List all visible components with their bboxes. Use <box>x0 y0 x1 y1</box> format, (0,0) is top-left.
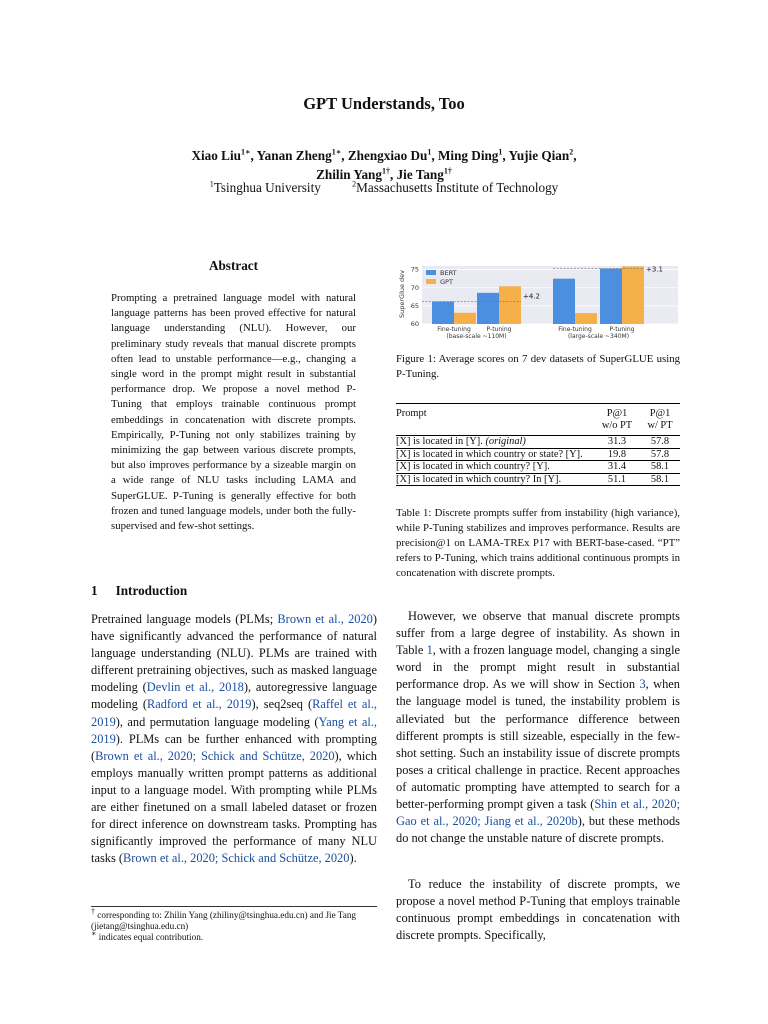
affiliation-2: $^2$Massachusetts Institute of Technology <box>352 179 559 195</box>
abstract-body: Prompting a pretrained language model with natural language patterns has been proved effective for natural language understanding (NLU). However, our preliminary study reveals that manual discrete prompts often lead to unstable performance—e.g., changing a single word in the prompt might result in substantial performance drop. We propose a novel method P-Tuning that employs trainable continuous prompt embeddings in concatenation with discrete prompts. Empirically, P-Tuning not only stabilizes training by minimizing the gap between various discrete prompts, but also improves performance by a sizeable margin on a wide range of NLU tasks including LAMA and SuperGLUE. P-Tuning is generally effective for both frozen and tuned language models, under both the fully-supervised and few-shot settings. <box>111 292 356 533</box>
text-run: However, we observe that manual discrete prompts suffer from a large degree of instability. As shown in Table <box>396 609 680 658</box>
citation-link[interactable]: Shin et al., 2020; Gao et al., 2020; Jiang et al., 2020b <box>396 797 681 829</box>
table-cell-w-pt: 57.8 <box>650 448 670 460</box>
text-run: ), seq2seq ( <box>251 697 313 712</box>
text-run: ). <box>349 851 357 866</box>
citation-link[interactable]: Brown et al., 2020; Schick and Schütze, 2020 <box>123 851 350 866</box>
text-run: , when the language model is tuned, the instability problem is alleviated but the performance difference between different prompts is still sizeable, especially in the few-shot setting. Such an instability issue of discrete prompts poses a critical challenge in practice. Recent approaches of automatic prompting have attempted to search for a better-performing prompt given a task ( <box>396 677 680 812</box>
table-cell-prompt: [X] is located in which country or state? [Y]. <box>396 448 583 460</box>
chart-bar-gpt <box>499 286 521 324</box>
author-affiliation-mark: 2 <box>569 147 574 157</box>
author-name: , <box>573 148 577 163</box>
chart-bar-bert <box>553 279 575 324</box>
chart-x-tick-label: P-tuning <box>609 326 635 333</box>
author-name: , Yanan Zheng <box>250 148 332 163</box>
table-1 <box>396 403 680 486</box>
footnote-corresponding: † corresponding to: Zhilin Yang (zhiliny@tsinghua.edu.cn) and Jie Tang (jietang@tsinghua.edu.cn) <box>91 906 357 931</box>
table-header-w-pt: P@1 w/ PT <box>647 408 673 431</box>
paper-title: GPT Understands, Too <box>303 94 465 113</box>
chart-x-tick-label: P-tuning <box>486 326 512 333</box>
author-name: Xiao Liu <box>191 148 241 163</box>
text-run: ), autoregressive language modeling ( <box>91 680 378 712</box>
text-run: Pretrained language models (PLMs; <box>91 612 278 626</box>
section-number: 1 <box>91 583 98 598</box>
chart-annotation: +3.1 <box>646 265 663 274</box>
table-row <box>396 436 680 449</box>
chart-bar-bert <box>477 293 499 324</box>
affiliations <box>0 180 768 196</box>
chart-legend-swatch <box>426 279 436 284</box>
citation-link[interactable]: 1 <box>426 643 433 658</box>
chart-bar-gpt <box>575 313 597 324</box>
text-run: , with a frozen language model, changing a single word in the prompt might result in substantial performance drop. As we will show in Section <box>396 643 681 692</box>
text-run: ), and permutation language modeling ( <box>115 714 319 729</box>
author-name: , Jie Tang <box>389 167 444 182</box>
author-affiliation-mark: 1 <box>427 147 432 157</box>
table-header-row <box>396 404 680 436</box>
chart-legend-label: GPT <box>440 278 453 286</box>
intro-paragraph-left <box>91 611 377 867</box>
author-affiliation-mark: 1† <box>443 166 452 176</box>
table-row <box>396 461 680 474</box>
citation-link[interactable]: Brown et al., 2020 <box>277 612 373 626</box>
citation-link[interactable]: 3 <box>639 677 646 692</box>
chart-bar-bert <box>600 269 622 324</box>
table-cell-w-pt: 58.1 <box>650 461 670 472</box>
chart-legend-label: BERT <box>440 269 457 277</box>
section-title: Introduction <box>115 583 188 598</box>
chart-y-tick-label: 60 <box>410 320 419 328</box>
chart-group-label: (base-scale ~110M) <box>446 333 507 340</box>
intro-paragraph-right-1 <box>396 608 680 847</box>
text-run: ), which employs manually written prompt patterns as additional input to a language model. With prompting while PLMs are either finetuned on a small labeled dataset or frozen for direct inference on downstream tasks. Prompting has significantly improved the performance of many NLU tasks ( <box>91 748 378 866</box>
table-header-wo-pt: P@1 w/o PT <box>601 408 633 431</box>
figure-1-caption: Figure 1: Average scores on 7 dev datasets of SuperGLUE using P-Tuning. <box>396 353 680 380</box>
table-cell-prompt: [X] is located in which country? In [Y]. <box>396 473 562 485</box>
table-1-caption: Table 1: Discrete prompts suffer from instability (high variance), while P-Tuning stabilizes and improves performance. Results are precision@1 on LAMA-TREx P17 with BERT-base-cased. “PT” refers to P-Tuning, which trains additional continuous prompts in concatenation with discrete prompts. <box>396 507 680 579</box>
text-run: ), but these methods do not change the unstable nature of discrete prompts. <box>396 814 681 846</box>
chart-y-tick-label: 75 <box>410 265 419 274</box>
citation-link[interactable]: Devlin et al., 2018 <box>146 680 244 695</box>
author-name: , Zhengxiao Du <box>341 148 428 163</box>
footnotes <box>91 906 377 943</box>
authors-line-1 <box>0 146 768 165</box>
author-name: , Yujie Qian <box>502 148 570 163</box>
author-affiliation-mark: 1 <box>498 147 503 157</box>
table-row <box>396 473 680 486</box>
text-run: ). PLMs can be further enhanced with prompting ( <box>91 731 377 763</box>
footnote-equal-contribution: ∗ indicates equal contribution. <box>91 928 204 942</box>
text-run: ) have significantly advanced the performance of natural language understanding (NLU). PLMs are trained with different pretraining objectives, such as masked language modeling ( <box>91 612 377 695</box>
chart-bar-gpt <box>622 266 644 324</box>
chart-y-axis-label: SuperGlue dev <box>398 269 406 319</box>
chart-x-tick-label: Fine-tuning <box>558 326 592 333</box>
author-affiliation-mark: 1∗ <box>240 147 251 157</box>
chart-annotation: +4.2 <box>523 292 540 301</box>
table-cell-w-pt: 58.1 <box>650 473 670 485</box>
author-name: Zhilin Yang <box>316 167 382 182</box>
table-cell-wo-pt: 51.1 <box>607 473 627 485</box>
table-cell-wo-pt: 19.8 <box>607 448 627 460</box>
author-affiliation-mark: 1† <box>381 166 390 176</box>
citation-link[interactable]: Yang et al., 2019 <box>91 714 377 746</box>
table-cell-prompt: [X] is located in [Y]. (original) <box>396 436 526 447</box>
chart-y-tick-label: 65 <box>410 301 419 310</box>
chart-legend-swatch <box>426 270 436 275</box>
chart-bar-gpt <box>454 313 476 324</box>
author-affiliation-mark: 1∗ <box>331 147 342 157</box>
citation-link[interactable]: Radford et al., 2019 <box>146 697 252 712</box>
chart-x-tick-label: Fine-tuning <box>437 326 471 333</box>
chart-group-label: (large-scale ~340M) <box>567 333 630 340</box>
table-cell-wo-pt: 31.3 <box>607 436 627 447</box>
author-list <box>0 146 768 184</box>
table-cell-prompt: [X] is located in which country? [Y]. <box>396 461 550 472</box>
author-name: , Ming Ding <box>431 148 499 163</box>
citation-link[interactable]: Raffel et al., 2019 <box>91 697 378 729</box>
table-cell-w-pt: 57.8 <box>650 436 670 447</box>
affiliation-1: $^1$Tsinghua University <box>209 179 321 195</box>
abstract-heading: Abstract <box>208 258 259 273</box>
citation-link[interactable]: Brown et al., 2020; Schick and Schütze, 2020 <box>95 748 335 763</box>
table-row <box>396 448 680 461</box>
section-heading <box>91 583 187 599</box>
table-cell-wo-pt: 31.4 <box>607 461 627 472</box>
table-header-prompt: Prompt <box>396 408 427 419</box>
figure-1-chart <box>396 262 680 342</box>
chart-bar-bert <box>432 302 454 324</box>
intro-paragraph-right-2: To reduce the instability of discrete prompts, we propose a novel method P-Tuning that employs trainable continuous prompt embeddings in concatenation with discrete prompts. Specifically, <box>396 877 680 943</box>
chart-y-tick-label: 70 <box>410 283 419 292</box>
